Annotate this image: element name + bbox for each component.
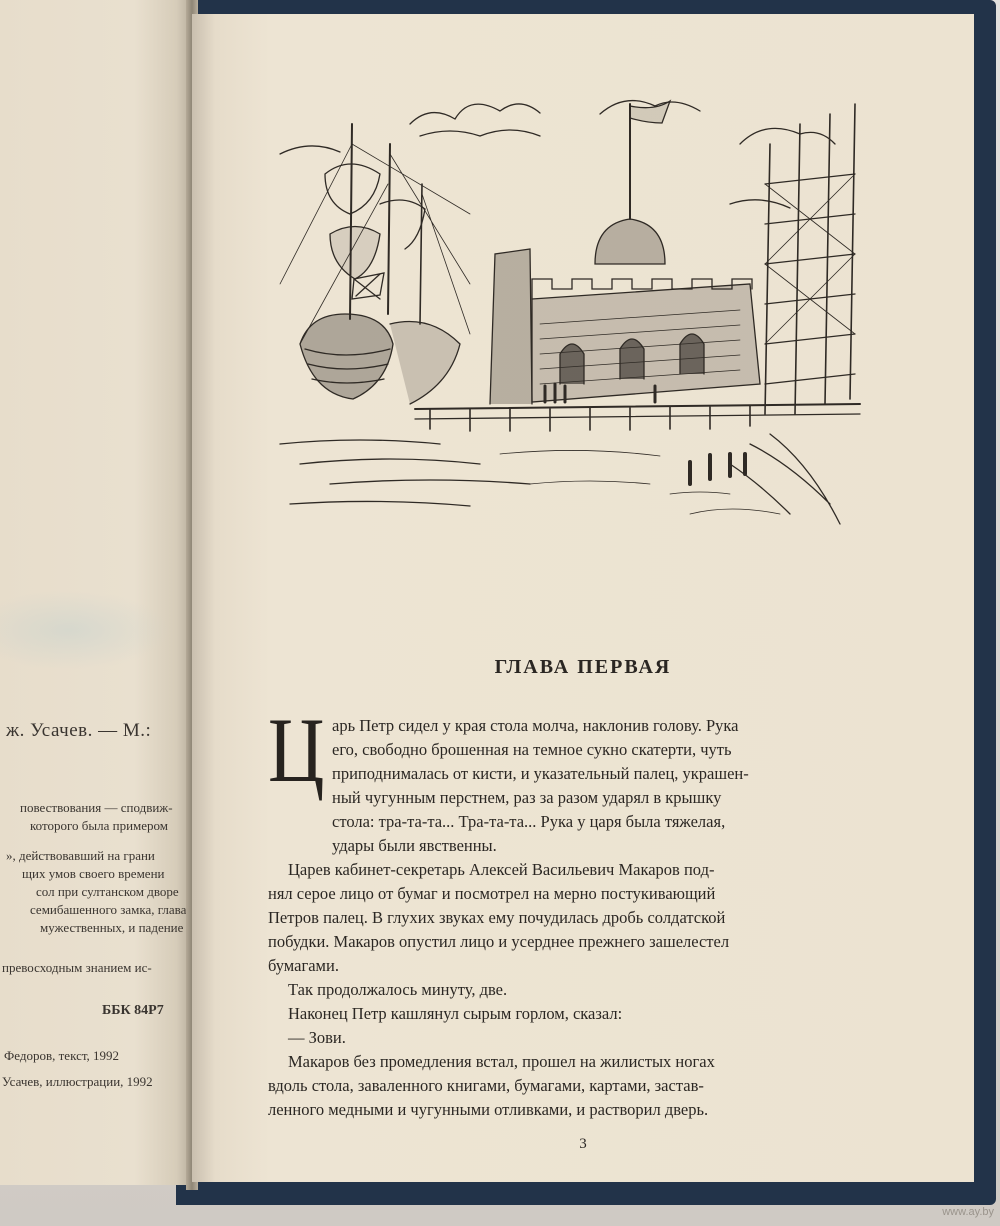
text-line: Так продолжалось минуту, две.	[288, 980, 508, 999]
annotation-line: превосходным знанием ис-	[2, 960, 152, 975]
text-line: Наконец Петр кашлянул сырым горлом, сказал:	[288, 1004, 623, 1023]
text-line: — Зови.	[288, 1028, 346, 1047]
text-line: побудки. Макаров опустил лицо и усерднее прежнего зашелестел	[268, 932, 730, 951]
text-line: вдоль стола, заваленного книгами, бумагами, картами, застав-	[268, 1076, 704, 1095]
bbk-code: ББК 84Р7	[102, 1003, 164, 1018]
drop-cap: Ц	[268, 699, 325, 801]
copyright-line: Усачев, иллюстрации, 1992	[2, 1074, 153, 1089]
text-line: Макаров без промедления встал, прошел на жилистых ногах	[288, 1052, 715, 1071]
annotation-line: мужественных, и падение	[40, 920, 184, 935]
text-line: стола: тра-та-та... Тра-та-та... Рука у царя была тяжелая,	[332, 812, 726, 831]
engraving-illustration	[270, 84, 870, 534]
watermark: www.ay.by	[942, 1206, 994, 1218]
text-line: ный чугунным перстнем, раз за разом ударял в крышку	[332, 788, 722, 807]
text-line: ленного медными и чугунными отливками, и растворил дверь.	[268, 1100, 709, 1119]
page-number: 3	[579, 1136, 587, 1152]
author-line: ж. Усачев. — М.:	[6, 720, 152, 741]
text-line: приподнималась от кисти, и указательный палец, украшен-	[332, 764, 749, 783]
annotation-line: повествования — сподвиж-	[20, 800, 173, 815]
right-page	[192, 14, 974, 1182]
text-line: нял серое лицо от бумаг и посмотрел на мерно постукивающий	[268, 884, 716, 903]
text-line: его, свободно брошенная на темное сукно скатерти, чуть	[332, 740, 732, 759]
text-line: арь Петр сидел у края стола молча, наклонив голову. Рука	[332, 716, 739, 735]
text-line: Петров палец. В глухих звуках ему почудилась дробь солдатской	[268, 908, 726, 927]
text-line: Царев кабинет-секретарь Алексей Васильевич Макаров под-	[288, 860, 715, 879]
faded-illustration	[0, 590, 170, 670]
annotation-line: семибашенного замка, глава	[30, 902, 187, 917]
text-line: удары были явственны.	[332, 836, 497, 855]
annotation-line: », действовавший на грани	[6, 848, 155, 863]
annotation-line: которого была примером	[30, 818, 168, 833]
left-page	[0, 0, 192, 1185]
text-line: бумагами.	[268, 956, 339, 975]
annotation-line: сол при султанском дворе	[36, 884, 179, 899]
annotation-line: щих умов своего времени	[22, 866, 165, 881]
copyright-line: Федоров, текст, 1992	[4, 1048, 120, 1063]
chapter-title: ГЛАВА ПЕРВАЯ	[494, 656, 672, 678]
